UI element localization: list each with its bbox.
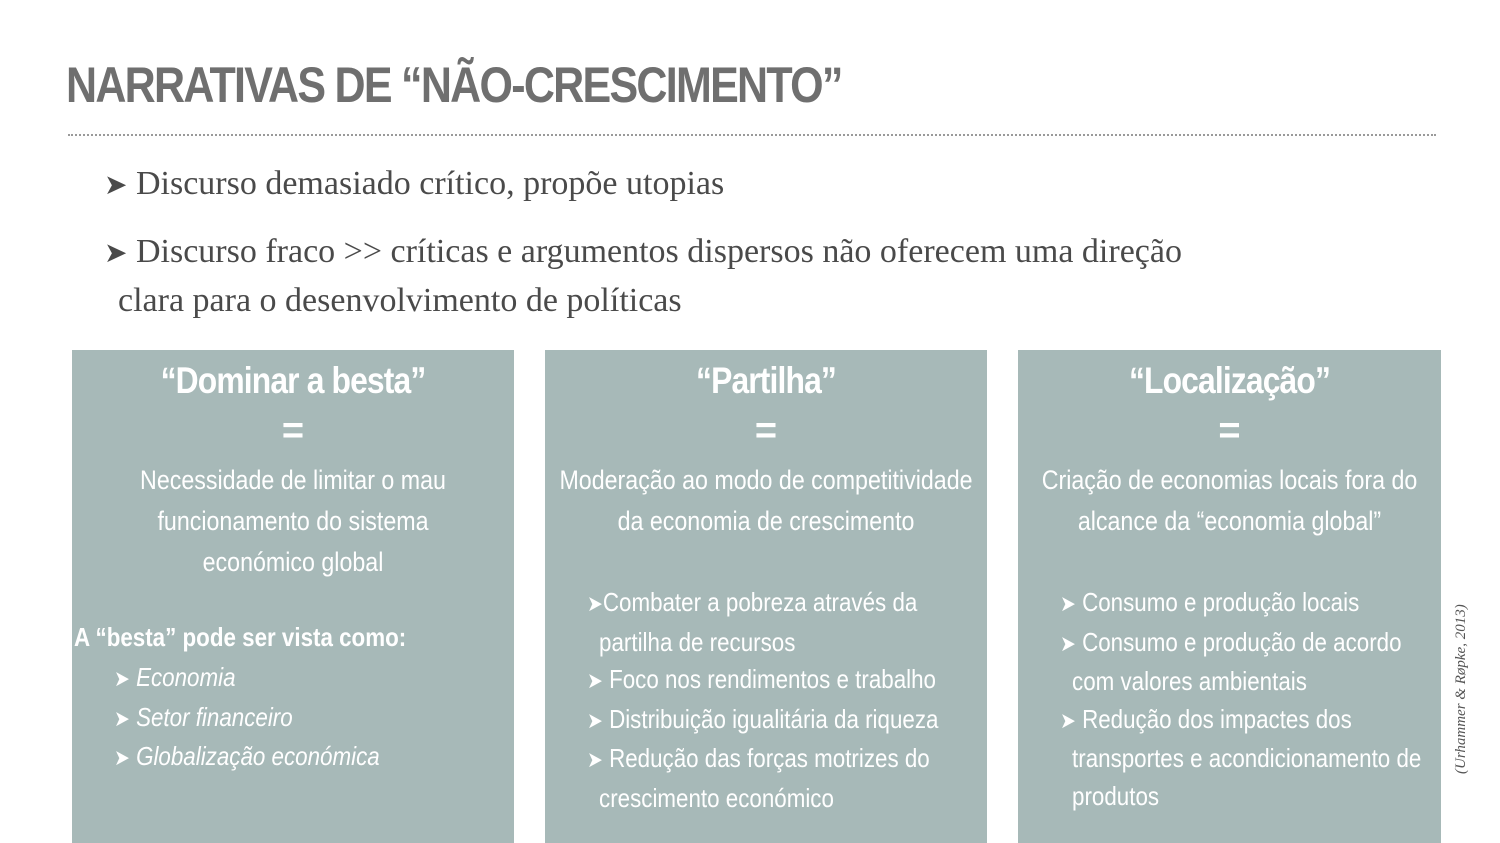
box-description: [103, 460, 483, 583]
list-item-text: Globalização económica: [129, 741, 380, 771]
list-item-text: Consumo e produção locais: [1075, 587, 1360, 617]
dotted-divider: [68, 134, 1436, 136]
list-item: [587, 701, 1034, 741]
list-item-text: Economia: [129, 662, 236, 692]
box-title: “Localização”: [1128, 360, 1331, 401]
equals-sign: =: [281, 410, 305, 452]
bullet-2-continuation: clara para o desenvolvimento de políticas: [118, 282, 682, 319]
box-list: [587, 584, 1034, 817]
list-item: [114, 738, 561, 778]
arrow-bullet-icon: ➤: [104, 236, 128, 269]
description-line: Moderação ao modo de competitividade: [559, 465, 973, 495]
arrow-bullet-icon: ➤: [104, 168, 128, 201]
description-line: alcance da “economia global”: [1077, 506, 1382, 536]
list-item: [1060, 584, 1500, 624]
list-item-text: Redução das forças motrizes do: [602, 743, 930, 773]
box-subheading: A “besta” pode ser vista como:: [74, 622, 407, 652]
equals-sign: =: [754, 410, 778, 452]
arrow-bullet-icon: ➤: [587, 592, 603, 617]
bullet-2: [104, 228, 1404, 325]
arrow-bullet-icon: ➤: [1060, 631, 1076, 657]
bullet-2-text: Discurso fraco >> críticas e argumentos dispersos não oferecem uma direção: [127, 233, 1182, 270]
slide-title: NARRATIVAS DE “NÃO-CRESCIMENTO”: [66, 57, 842, 113]
box-title: “Partilha”: [696, 360, 836, 401]
box-dominar-a-besta: [72, 350, 514, 843]
list-item: [587, 584, 1034, 624]
list-item-wrap: produtos: [1072, 780, 1160, 811]
list-item-text: Setor financeiro: [129, 701, 293, 732]
arrow-bullet-icon: ➤: [587, 748, 603, 773]
list-item: [114, 659, 561, 699]
list-item-text: Consumo e produção de acordo: [1075, 626, 1402, 657]
list-item-text: Foco nos rendimentos e trabalho: [602, 664, 936, 694]
list-item-wrap: transportes e acondicionamento de: [1072, 743, 1422, 773]
arrow-bullet-icon: ➤: [587, 708, 603, 734]
box-description: [1022, 460, 1437, 542]
bullet-1-text: Discurso demasiado crítico, propõe utopias: [127, 165, 725, 202]
list-item: [587, 740, 1034, 780]
description-line: Criação de economias locais fora do: [1041, 465, 1418, 495]
equals-sign: =: [1218, 410, 1241, 452]
box-list: [1060, 584, 1500, 815]
bullet-1: [104, 160, 1404, 209]
list-item: [1060, 624, 1500, 664]
arrow-bullet-icon: ➤: [1060, 708, 1076, 734]
list-item-wrap: com valores ambientais: [1072, 666, 1307, 696]
description-line: funcionamento do sistema: [157, 506, 429, 536]
box-partilha: [545, 350, 987, 843]
list-item-text: Combater a pobreza através da: [602, 587, 918, 617]
box-description: [550, 460, 982, 542]
list-item-text: Distribuição igualitária da riqueza: [602, 703, 939, 734]
box-title: “Dominar a besta”: [160, 360, 426, 401]
list-item-text: Redução dos impactes dos: [1075, 703, 1352, 734]
list-item-wrap: partilha de recursos: [599, 626, 796, 657]
description-line: económico global: [202, 547, 384, 577]
arrow-bullet-icon: ➤: [114, 667, 130, 692]
arrow-bullet-icon: ➤: [114, 706, 130, 732]
box-list: [114, 659, 561, 778]
arrow-bullet-icon: ➤: [1060, 592, 1076, 617]
description-line: Necessidade de limitar o mau: [140, 465, 446, 495]
citation: (Urhammer & Røpke, 2013): [1453, 604, 1469, 774]
list-item: [587, 661, 1034, 701]
list-item-wrap: crescimento económico: [599, 782, 834, 813]
list-item: [114, 699, 561, 739]
arrow-bullet-icon: ➤: [587, 669, 603, 694]
box-localizacao: [1018, 350, 1441, 843]
description-line: da economia de crescimento: [617, 506, 915, 536]
arrow-bullet-icon: ➤: [114, 746, 130, 771]
list-item: [1060, 701, 1500, 741]
